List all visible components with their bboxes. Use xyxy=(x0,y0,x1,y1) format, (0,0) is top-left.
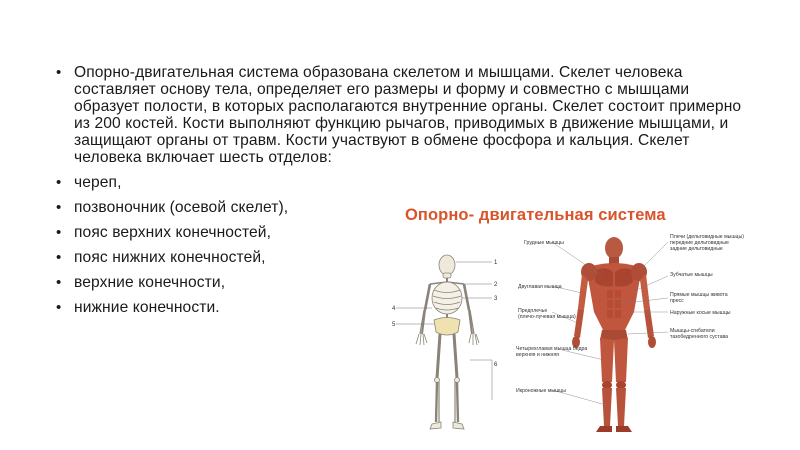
section-skull: • череп, xyxy=(56,174,756,191)
skeleton-number-3: 3 xyxy=(494,296,498,302)
label-pectoral: Грудные мышцы xyxy=(524,240,564,246)
muscle-illustration xyxy=(572,237,656,432)
label-biceps: Двуглавая мышца xyxy=(518,284,562,290)
label-external-oblique: Наружные косые мышцы xyxy=(670,310,731,316)
section-pelvic-girdle: • пояс нижних конечностей, xyxy=(56,249,756,266)
skeleton-number-5: 5 xyxy=(392,322,396,328)
label-hip-flexors: Мышцы-сгибатели тазобедренного сустава xyxy=(670,328,729,340)
intro-paragraph: • Опорно-двигательная система образована скелетом и мышцами. Скелет человека составляет основу тела, определяет его размеры и форму и совместно с мышцами образует полости, в которых располагаются внутренние органы. Скелет состоит примерно из 200 костей. Кости выполняют функцию рычагов, приводимых в движение мышцами, и защищают органы от травм. Кости участвуют в обмене фосфора и кальция. Скелет человека включает шесть отделов: xyxy=(56,64,756,166)
section-upper-limbs: • верхние конечности, xyxy=(56,274,756,291)
label-deltoids: Плечи (дельтовидные мышцы) передние дельтовидные задние дельтовидные xyxy=(670,234,744,252)
label-serratus: Зубчатые мышцы xyxy=(670,272,713,278)
label-quadriceps: Четырехглавая мышца бедра верхняя и нижняя xyxy=(516,346,588,358)
figure-title: Опорно- двигательная система xyxy=(405,206,666,224)
section-lower-limbs: • нижние конечности. xyxy=(56,299,756,316)
label-forearm: Предплечье (плечо-лучевая мышца) xyxy=(518,308,576,320)
label-rectus-abdominis: Прямые мышцы живота пресс xyxy=(670,292,728,304)
skeleton-illustration xyxy=(416,255,479,429)
section-shoulder-girdle: • пояс верхних конечностей, xyxy=(56,224,756,241)
label-calf: Икроножные мышцы xyxy=(516,388,567,394)
section-spine: • позвоночник (осевой скелет), xyxy=(56,199,756,216)
skeleton-number-2: 2 xyxy=(494,282,498,288)
skeleton-number-6: 6 xyxy=(494,362,498,368)
skeleton-number-1: 1 xyxy=(494,260,498,266)
skeleton-number-4: 4 xyxy=(392,306,396,312)
